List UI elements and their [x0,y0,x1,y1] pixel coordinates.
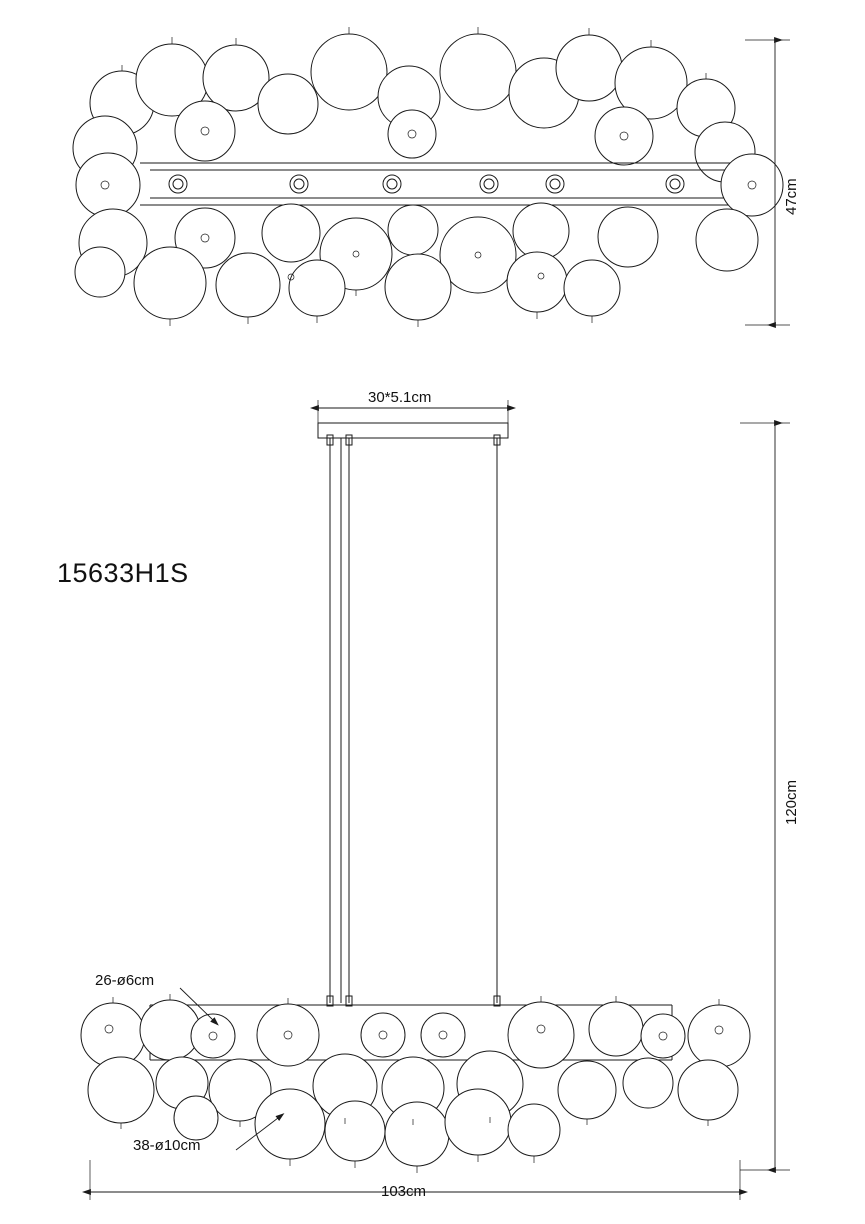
dimension-label-top-height: 47cm [783,178,800,215]
suspension-cables [327,435,500,1006]
top-view-group [73,27,783,327]
dimension-label-length: 103cm [381,1183,427,1200]
top-view-sockets [169,175,684,193]
dimension-label-drop: 120cm [783,779,800,825]
front-elevation-group [81,400,750,1173]
top-view-globes-front [75,203,758,320]
model-code-label: 15633H1S [57,558,189,588]
callout-label-large-globes: 38-ø10cm [133,1137,201,1154]
callout-label-small-globes: 26-ø6cm [95,972,155,989]
top-view-globes-back [73,34,755,182]
top-view-body-bar [140,163,740,205]
dimension-label-canopy-width: 30*5.1cm [368,389,432,406]
